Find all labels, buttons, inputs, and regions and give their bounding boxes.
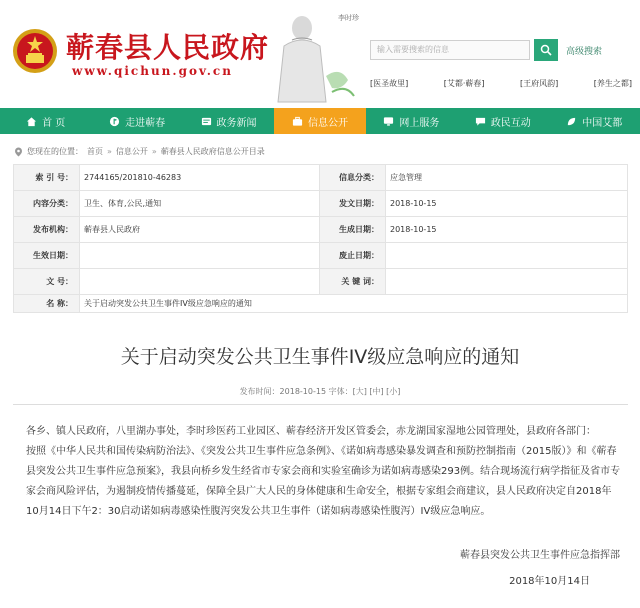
nav-item-label: 首 页: [42, 117, 66, 129]
doc-number-label: 文 号：: [14, 269, 80, 295]
chat-icon: [475, 116, 486, 127]
search-placeholder: 输入需要搜索的信息: [377, 45, 449, 54]
briefcase-icon: [292, 116, 303, 127]
index-value: 2744165/201810-46283: [80, 165, 320, 191]
doc-number-value: [80, 269, 320, 295]
nav-item-label: 中国艾都: [582, 117, 623, 129]
doc-name-label: 名 称：: [14, 295, 80, 313]
site-header: [0, 0, 640, 108]
nav-item-label: 网上服务: [399, 117, 440, 129]
nav-item-interaction[interactable]: [457, 108, 548, 134]
breadcrumb-link-catalog[interactable]: 蕲春县人民政府信息公开目录: [160, 147, 265, 156]
breadcrumb-link-info[interactable]: 信息公开: [115, 147, 148, 156]
document-info-table: [13, 164, 628, 313]
table-row: [14, 269, 628, 295]
search-icon: [540, 44, 552, 56]
signature-date: 2018年10月14日: [509, 576, 590, 587]
quicklink-item[interactable]: [艾都·蕲春]: [443, 79, 485, 88]
statue-caption: 李时珍: [338, 14, 359, 22]
quicklink-item[interactable]: [王府风韵]: [520, 79, 559, 88]
category-label: 信息分类：: [320, 165, 386, 191]
divider: [13, 404, 628, 405]
article-body: [26, 422, 624, 522]
flag-icon: [109, 116, 120, 127]
location-pin-icon: [14, 147, 23, 157]
monitor-icon: [383, 116, 394, 127]
nav-item-label: 政民互动: [490, 117, 531, 129]
nav-item-moxa-capital[interactable]: [549, 108, 640, 134]
home-icon: [26, 116, 37, 127]
keywords-value: [386, 269, 628, 295]
article-meta: 发布时间：2018-10-15 字体：[大] [中] [小]: [239, 387, 401, 396]
effective-date-label: 生效日期：: [14, 243, 80, 269]
issue-date-label: 发文日期：: [320, 191, 386, 217]
table-row: [14, 295, 628, 313]
breadcrumb-separator: »: [151, 147, 157, 156]
breadcrumb: [14, 146, 265, 157]
index-label: 索 引 号：: [14, 165, 80, 191]
nav-item-home[interactable]: [0, 108, 91, 134]
nav-item-news[interactable]: [183, 108, 274, 134]
signature-org: 蕲春县突发公共卫生事件应急指挥部: [460, 550, 620, 561]
article-title: 关于启动突发公共卫生事件IV级应急响应的通知: [120, 346, 520, 368]
table-row: [14, 217, 628, 243]
main-nav: [0, 108, 640, 134]
article-paragraph: 各乡、镇人民政府，八里湖办事处，李时珍医药工业园区、蕲春经济开发区管委会，赤龙湖国家湿地公园管理处，县政府各部门：: [26, 426, 596, 437]
category-value: 应急管理: [386, 165, 628, 191]
article-paragraph: 按照《中华人民共和国传染病防治法》、《突发公共卫生事件应急条例》、《诺如病毒感染暴发调查和预防控制指南（2015版）》和《蕲春县突发公共卫生事件应急预案》，我县向桥乡发生经省市专家会商和实验室确诊为诺如病毒感染293例。结合现场流行病学指征及省市专家会商风险评估，为遏制疫情传播蔓延，保障全县广大人民的身体健康和生命安全，根据专家组会商建议，县人民政府决定自2018年10月14日下午2：30启动诺如病毒感染性腹泻突发公共卫生事件（诺如病毒感染性腹泻）IV级应急响应。: [26, 446, 621, 517]
generated-date-value: 2018-10-15: [386, 217, 628, 243]
search-input[interactable]: [370, 40, 530, 60]
news-icon: [201, 116, 212, 127]
publisher-label: 发布机构：: [14, 217, 80, 243]
nav-item-online-service[interactable]: [366, 108, 457, 134]
table-row: [14, 243, 628, 269]
search-button[interactable]: [534, 39, 558, 61]
quicklink-item[interactable]: [养生之都]: [593, 79, 632, 88]
nav-item-label: 政务新闻: [216, 117, 257, 129]
site-title[interactable]: 蕲春县人民政府: [66, 31, 270, 64]
quicklink-item[interactable]: [医圣故里]: [370, 79, 409, 88]
breadcrumb-prefix: 您现在的位置：: [27, 147, 83, 156]
expiry-date-label: 废止日期：: [320, 243, 386, 269]
expiry-date-value: [386, 243, 628, 269]
content-value: 卫生、体育,公民,通知: [80, 191, 320, 217]
nav-item-about[interactable]: [91, 108, 182, 134]
nav-item-label: 走进蕲春: [125, 117, 166, 129]
table-row: [14, 191, 628, 217]
generated-date-label: 生成日期：: [320, 217, 386, 243]
nav-item-info-disclosure[interactable]: [274, 108, 365, 134]
issue-date-value: 2018-10-15: [386, 191, 628, 217]
content-label: 内容分类：: [14, 191, 80, 217]
publisher-value: 蕲春县人民政府: [80, 217, 320, 243]
table-row: [14, 165, 628, 191]
breadcrumb-separator: »: [107, 147, 112, 156]
site-url: www.qichun.gov.cn: [72, 64, 233, 78]
statue-illustration-icon: [262, 6, 362, 106]
nav-item-label: 信息公开: [307, 117, 348, 129]
breadcrumb-link-home[interactable]: 首页: [87, 147, 103, 156]
keywords-label: 关 键 词：: [320, 269, 386, 295]
national-emblem-icon: [12, 28, 58, 74]
quicklinks: [370, 78, 632, 89]
leaf-icon: [566, 116, 577, 127]
advanced-search-link[interactable]: 高级搜索: [566, 47, 603, 57]
doc-name-value: 关于启动突发公共卫生事件IV级应急响应的通知: [80, 295, 628, 313]
effective-date-value: [80, 243, 320, 269]
